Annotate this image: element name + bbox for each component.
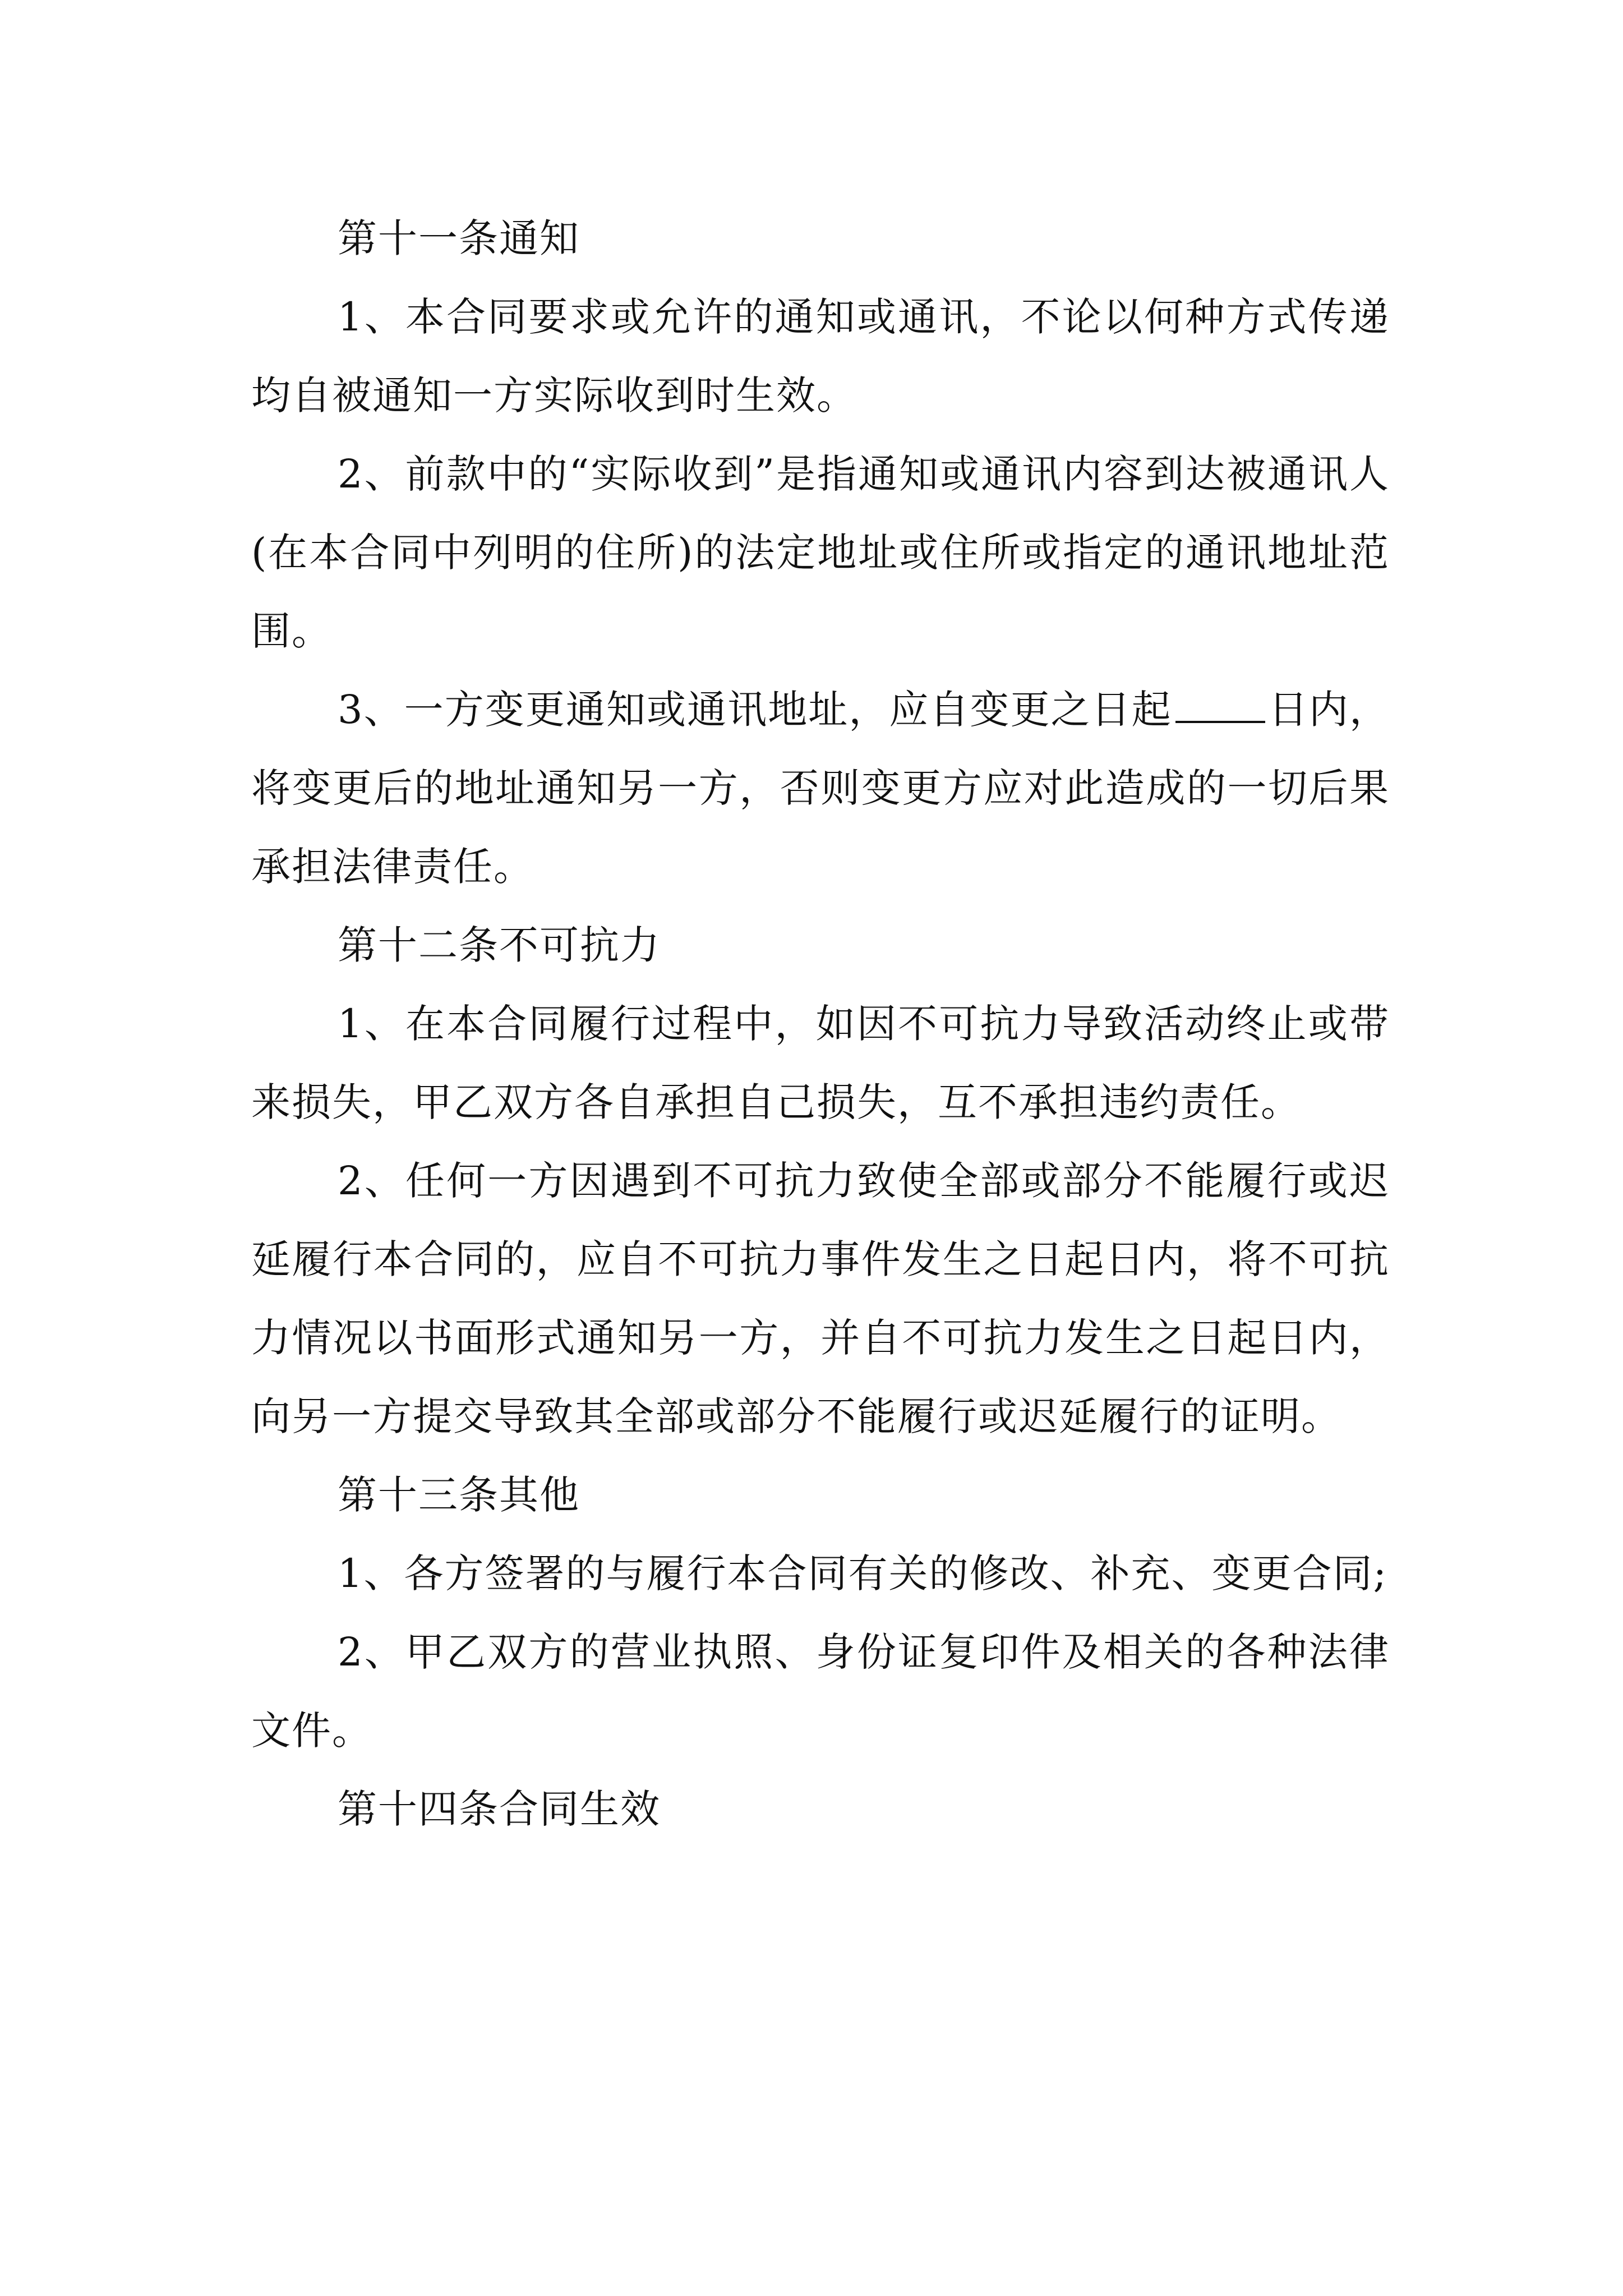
section-heading-12: 第十二条不可抗力 [338,922,661,968]
clause-11-3-after: 日内，将变更后的地址通知另一方，否则变更方应对此造成的一切后果承担法律责任。 [251,687,1390,890]
clause-11-3-before: 3、一方变更通知或通讯地址，应自变更之日起 [338,687,1172,733]
clause-12-1: 1、在本合同履行过程中，如因不可抗力导致活动终止或带来损失，甲乙双方各自承担自己损失，互不承担违约责任。 [251,1001,1390,1125]
clause-13-1: 1、各方签署的与履行本合同有关的修改、补充、变更合同; [338,1550,1388,1596]
clause-11-3 [251,670,1390,906]
fill-in-blank [1175,687,1265,723]
clause-11-2: 2、前款中的“实际收到”是指通知或通讯内容到达被通讯人(在本合同中列明的住所)的法定地址或住所或指定的通讯地址范围。 [251,451,1390,654]
document-body [251,199,1390,1848]
section-heading-14: 第十四条合同生效 [338,1786,661,1832]
clause-11-1: 1、本合同要求或允许的通知或通讯，不论以何种方式传递均自被通知一方实际收到时生效。 [251,294,1390,418]
section-heading-11: 第十一条通知 [338,215,580,261]
section-heading-13: 第十三条其他 [338,1472,580,1518]
clause-13-2: 2、甲乙双方的营业执照、身份证复印件及相关的各种法律文件。 [251,1629,1390,1754]
clause-12-2: 2、任何一方因遇到不可抗力致使全部或部分不能履行或迟延履行本合同的，应自不可抗力事件发生之日起日内，将不可抗力情况以书面形式通知另一方，并自不可抗力发生之日起日内，向另一方提交导致其全部或部分不能履行或迟延履行的证明。 [251,1158,1390,1439]
